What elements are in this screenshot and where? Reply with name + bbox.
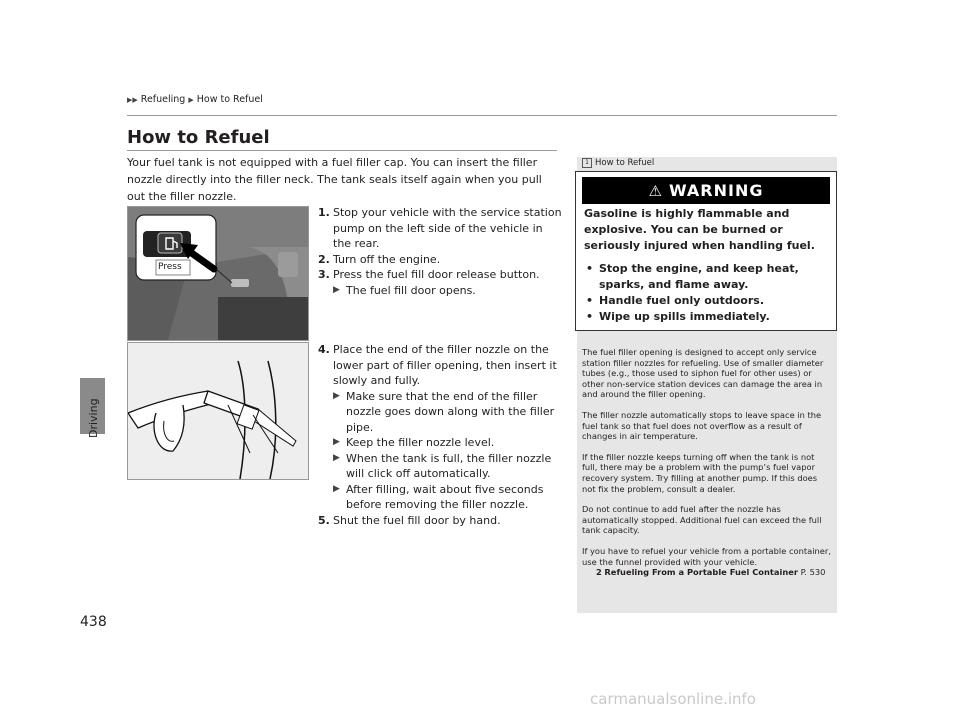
sidebar-paragraph: The filler nozzle automatically stops to leave space in the fuel tank so that fuel does not overflow as a result of changes in air temperature. (582, 409, 822, 442)
steps-list (318, 205, 563, 298)
cross-reference-link[interactable]: 2 Refueling From a Portable Fuel Container P. 530 (596, 567, 826, 578)
step-item (318, 252, 563, 268)
step-text: Press the fuel fill door release button. (333, 268, 540, 281)
watermark: carmanualsonline.info (590, 690, 756, 708)
sidebar-heading: 1 How to Refuel (582, 158, 654, 168)
step-number: 4. (318, 343, 330, 356)
warning-item: • Stop the engine, and keep heat, sparks, and flame away. (584, 261, 832, 293)
step-number: 5. (318, 513, 330, 527)
section-tab-label: Driving (87, 398, 100, 438)
xref-icon: 2 (596, 567, 602, 578)
breadcrumb-arrow-icon: ▶▶ (127, 95, 138, 104)
result-arrow-icon: ▶ (333, 390, 340, 401)
step-item (318, 205, 563, 252)
step-text: Turn off the engine. (333, 252, 441, 266)
warning-text: Gasoline is highly flammable and explosive. You can be burned or seriously injured when handling fuel. • Stop the engine, and keep heat, sparks, and flame away. • Handle fuel only outdoors. • Wipe up spills immediately. (584, 206, 832, 325)
filler-nozzle-illustration (127, 342, 309, 480)
warning-box (575, 171, 837, 331)
step-item (318, 513, 563, 529)
sidebar-paragraph: If you have to refuel your vehicle from a portable container, use the funnel provided with your vehicle. 2 Refueling From a Portable Fuel Container P. 530 (582, 545, 831, 578)
sidebar-paragraph: Do not continue to add fuel after the nozzle has automatically stopped. Additional fuel can exceed the full tank capacity. (582, 504, 822, 536)
breadcrumb-level1: Refueling (140, 94, 186, 105)
step-result: ▶ After filling, wait about five seconds before removing the filler nozzle. (333, 482, 544, 511)
fuel-door-button-photo (127, 206, 309, 341)
step-result: ▶ Make sure that the end of the filler nozzle goes down along with the filler pipe. (333, 389, 555, 434)
warning-item: • Wipe up spills immediately. (584, 309, 832, 325)
step-item (318, 342, 563, 389)
step-text: Place the end of the filler nozzle on the lower part of filler opening, then insert it slowly and fully. (333, 343, 557, 387)
result-arrow-icon: ▶ (333, 452, 340, 463)
steps-list-continued (318, 342, 563, 528)
header-divider (127, 115, 837, 116)
result-arrow-icon: ▶ (333, 284, 340, 295)
sidebar-paragraph: The fuel filler opening is designed to accept only service station filler nozzles for refueling. Use of smaller diameter tubes (e.g., those used to siphon fuel for other uses) or other non-service station devices can damage the area in and around the filler opening. (582, 347, 824, 400)
step-number: 2. (318, 252, 330, 266)
result-arrow-icon: ▶ (333, 483, 340, 494)
step-item (318, 267, 563, 283)
title-divider (127, 150, 557, 151)
breadcrumb-level2: How to Refuel (196, 94, 263, 105)
step-result: ▶ When the tank is full, the filler nozzle will click off automatically. (333, 451, 552, 480)
warning-banner: ⚠ WARNING (582, 177, 830, 204)
breadcrumb-arrow-icon: ▶ (188, 95, 194, 104)
warning-triangle-icon: ⚠ (648, 181, 663, 200)
step-number: 1. (318, 206, 330, 219)
breadcrumb (127, 94, 263, 105)
warning-list (584, 261, 832, 325)
step-result: ▶ The fuel fill door opens. (333, 283, 476, 297)
step-text: Stop your vehicle with the service station pump on the left side of the vehicle in the rear. (333, 206, 562, 250)
note-icon: 1 (582, 158, 592, 168)
sidebar-paragraph: If the filler nozzle keeps turning off when the tank is not full, there may be a problem with the pump’s fuel vapor recovery system. Try filling at another pump. If this does not fix the problem, consult a dealer. (582, 451, 818, 494)
press-label: Press (158, 262, 182, 272)
page-title: How to Refuel (127, 127, 270, 148)
page-number: 438 (80, 614, 107, 630)
step-result: ▶ Keep the filler nozzle level. (333, 436, 495, 449)
result-arrow-icon: ▶ (333, 437, 340, 447)
sidebar-body (582, 347, 832, 578)
step-text: Shut the fuel fill door by hand. (333, 513, 501, 527)
warning-item: • Handle fuel only outdoors. (584, 293, 832, 309)
intro-paragraph: Your fuel tank is not equipped with a fuel filler cap. You can insert the filler nozzle directly into the filler neck. The tank seals itself again when you pull out the filler nozzle. (127, 156, 542, 203)
step-number: 3. (318, 268, 330, 281)
